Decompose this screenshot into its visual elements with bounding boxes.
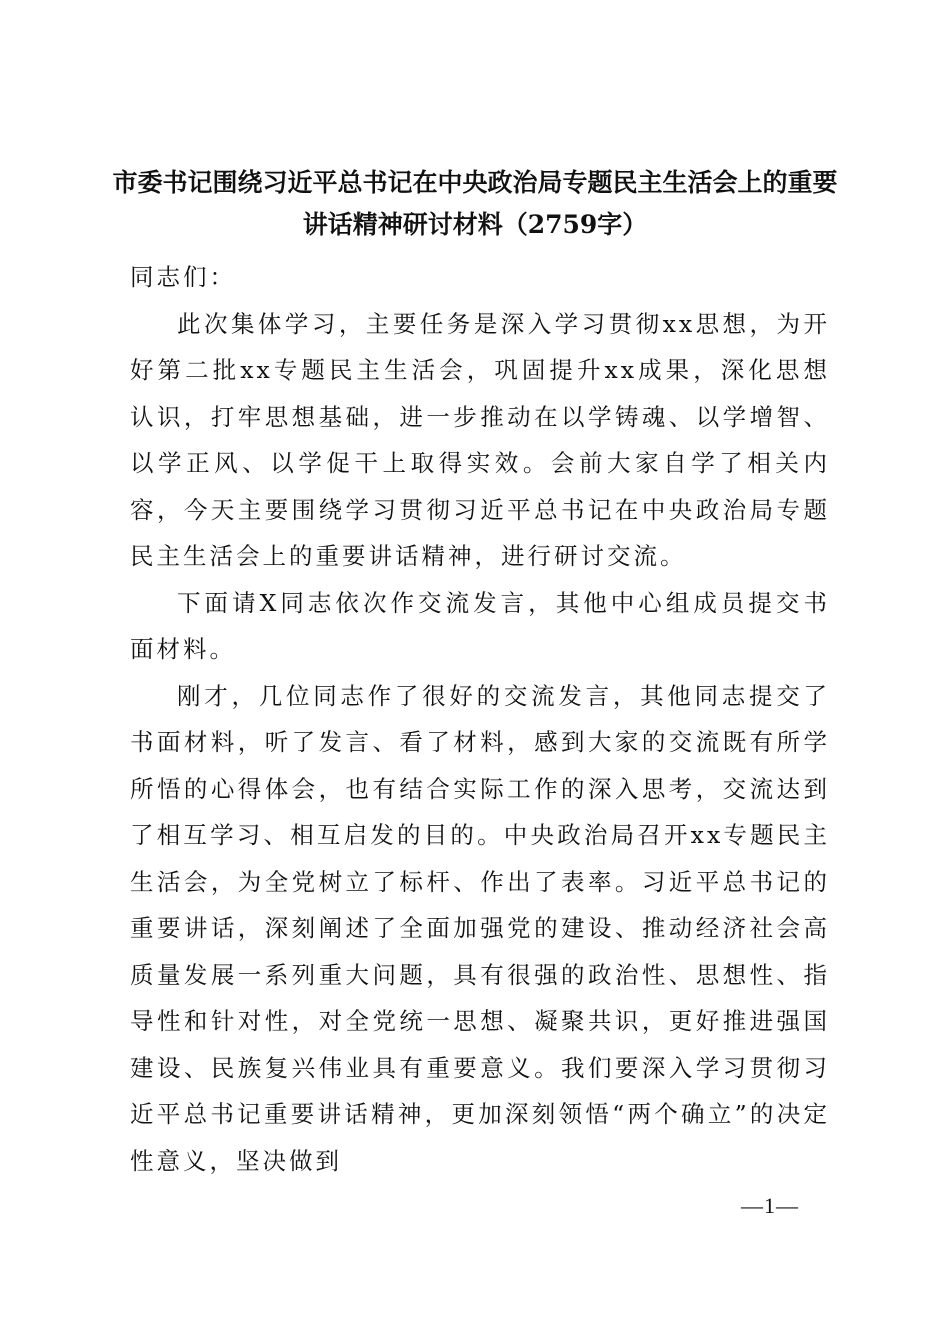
paragraph-2: 下面请X同志依次作交流发言，其他中心组成员提交书面材料。	[130, 588, 830, 663]
document-title: 市委书记围绕习近平总书记在中央政治局专题民主生活会上的重要讲话精神研讨材料（2759字）	[112, 168, 838, 239]
paragraph-1: 此次集体学习，主要任务是深入学习贯彻xx思想，为开好第二批xx专题民主生活会，巩固提升xx成果，深化思想认识，打牢思想基础，进一步推动在以学铸魂、以学增智、以学正风、以学促干上取得实效。会前大家自学了相关内容，今天主要围绕学习贯彻习近平总书记在中央政治局专题民主生活会上的重要讲话精神，进行研讨交流。	[130, 309, 830, 570]
salutation: 同志们：	[130, 263, 236, 291]
document-body	[130, 254, 830, 1184]
page-number: —1—	[741, 1193, 799, 1218]
paragraph-3: 刚才，几位同志作了很好的交流发言，其他同志提交了书面材料，听了发言、看了材料，感到大家的交流既有所学所悟的心得体会，也有结合实际工作的深入思考，交流达到了相互学习、相互启发的目的。中央政治局召开xx专题民主生活会，为全党树立了标杆、作出了表率。习近平总书记的重要讲话，深刻阐述了全面加强党的建设、推动经济社会高质量发展一系列重大问题，具有很强的政治性、思想性、指导性和针对性，对全党统一思想、凝聚共识，更好推进强国建设、民族复兴伟业具有重要意义。我们要深入学习贯彻习近平总书记重要讲话精神，更加深刻领悟“两个确立”的决定性意义，坚决做到	[130, 681, 830, 1175]
